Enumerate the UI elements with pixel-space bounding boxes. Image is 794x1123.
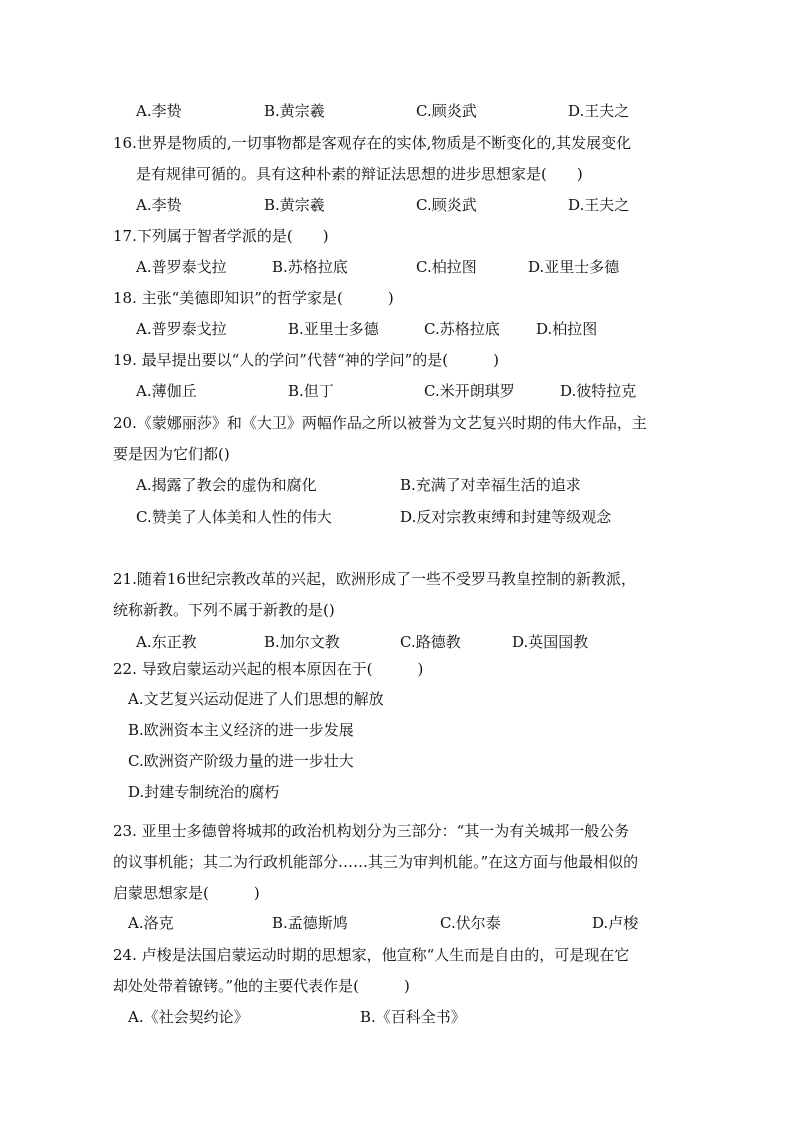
option-d: D.反对宗教束缚和封建等级观念 <box>400 508 612 526</box>
option-d: D.亚里士多德 <box>528 258 620 276</box>
option-a: A.薄伽丘 <box>136 382 197 400</box>
question-stem: 21.随着16世纪宗教改革的兴起，欧洲形成了一些不受罗马教皇控制的新教派， <box>113 570 636 588</box>
question-stem-continued: 统称新教。下列不属于新教的是() <box>113 601 335 619</box>
option-a: A.文艺复兴运动促进了人们思想的解放 <box>128 690 384 708</box>
option-a: A.揭露了教会的虚伪和腐化 <box>136 476 317 494</box>
option-c: C.伏尔泰 <box>440 914 501 932</box>
option-a: A.《社会契约论》 <box>128 1008 249 1026</box>
option-b: B.亚里士多德 <box>288 320 379 338</box>
option-a: A.普罗泰戈拉 <box>136 320 227 338</box>
option-a: A.普罗泰戈拉 <box>136 258 227 276</box>
option-c: C.顾炎武 <box>416 102 477 120</box>
question-stem-continued: 启蒙思想家是( ) <box>113 884 260 902</box>
option-d: D.封建专制统治的腐朽 <box>128 783 280 801</box>
option-d: D.英国国教 <box>512 633 589 651</box>
question-stem-continued: 的议事机能；其二为行政机能部分……其三为审判机能。”在这方面与他最相似的 <box>113 853 639 871</box>
option-c: C.苏格拉底 <box>424 320 500 338</box>
option-c: C.欧洲资产阶级力量的进一步壮大 <box>128 752 354 770</box>
option-b: B.黄宗羲 <box>264 102 325 120</box>
question-stem: 18. 主张“美德即知识”的哲学家是( ) <box>113 289 394 307</box>
option-b: B.加尔文教 <box>264 633 340 651</box>
option-b: B.欧洲资本主义经济的进一步发展 <box>128 721 354 739</box>
question-stem: 19. 最早提出要以“人的学问”代替“神的学问”的是( ) <box>113 351 500 369</box>
option-b: B.《百科全书》 <box>360 1008 466 1026</box>
option-c: C.米开朗琪罗 <box>424 382 515 400</box>
option-c: C.柏拉图 <box>416 258 477 276</box>
option-a: A.洛克 <box>128 914 174 932</box>
option-d: D.柏拉图 <box>536 320 598 338</box>
question-stem-continued: 要是因为它们都() <box>113 445 230 463</box>
option-c: C.顾炎武 <box>416 196 477 214</box>
question-stem: 20.《蒙娜丽莎》和《大卫》两幅作品之所以被誉为文艺复兴时期的伟大作品，主 <box>113 414 647 432</box>
question-stem-continued: 是有规律可循的。具有这种朴素的辩证法思想的进步思想家是( ) <box>136 165 583 183</box>
option-d: D.王夫之 <box>568 196 630 214</box>
question-stem: 22. 导致启蒙运动兴起的根本原因在于( ) <box>113 660 424 678</box>
option-b: B.孟德斯鸠 <box>272 914 348 932</box>
option-d: D.卢梭 <box>592 914 639 932</box>
question-stem: 16.世界是物质的,一切事物都是客观存在的实体,物质是不断变化的,其发展变化 <box>113 134 632 152</box>
option-c: C.赞美了人体美和人性的伟大 <box>136 508 332 526</box>
option-b: B.黄宗羲 <box>264 196 325 214</box>
question-stem: 24. 卢梭是法国启蒙运动时期的思想家，他宣称“人生而是自由的，可是现在它 <box>113 946 630 964</box>
option-d: D.彼特拉克 <box>560 382 637 400</box>
question-stem-continued: 却处处带着镣铐。”他的主要代表作是( ) <box>113 977 410 995</box>
option-b: B.但丁 <box>288 382 334 400</box>
option-b: B.充满了对幸福生活的追求 <box>400 476 581 494</box>
option-a: A.李贽 <box>136 102 182 120</box>
option-a: A.东正教 <box>136 633 197 651</box>
question-stem: 23. 亚里士多德曾将城邦的政治机构划分为三部分：“其一为有关城邦一般公务 <box>113 822 630 840</box>
option-c: C.路德教 <box>400 633 461 651</box>
question-stem: 17.下列属于智者学派的是( ) <box>113 227 329 245</box>
option-b: B.苏格拉底 <box>272 258 348 276</box>
option-a: A.李贽 <box>136 196 182 214</box>
option-d: D.王夫之 <box>568 102 630 120</box>
